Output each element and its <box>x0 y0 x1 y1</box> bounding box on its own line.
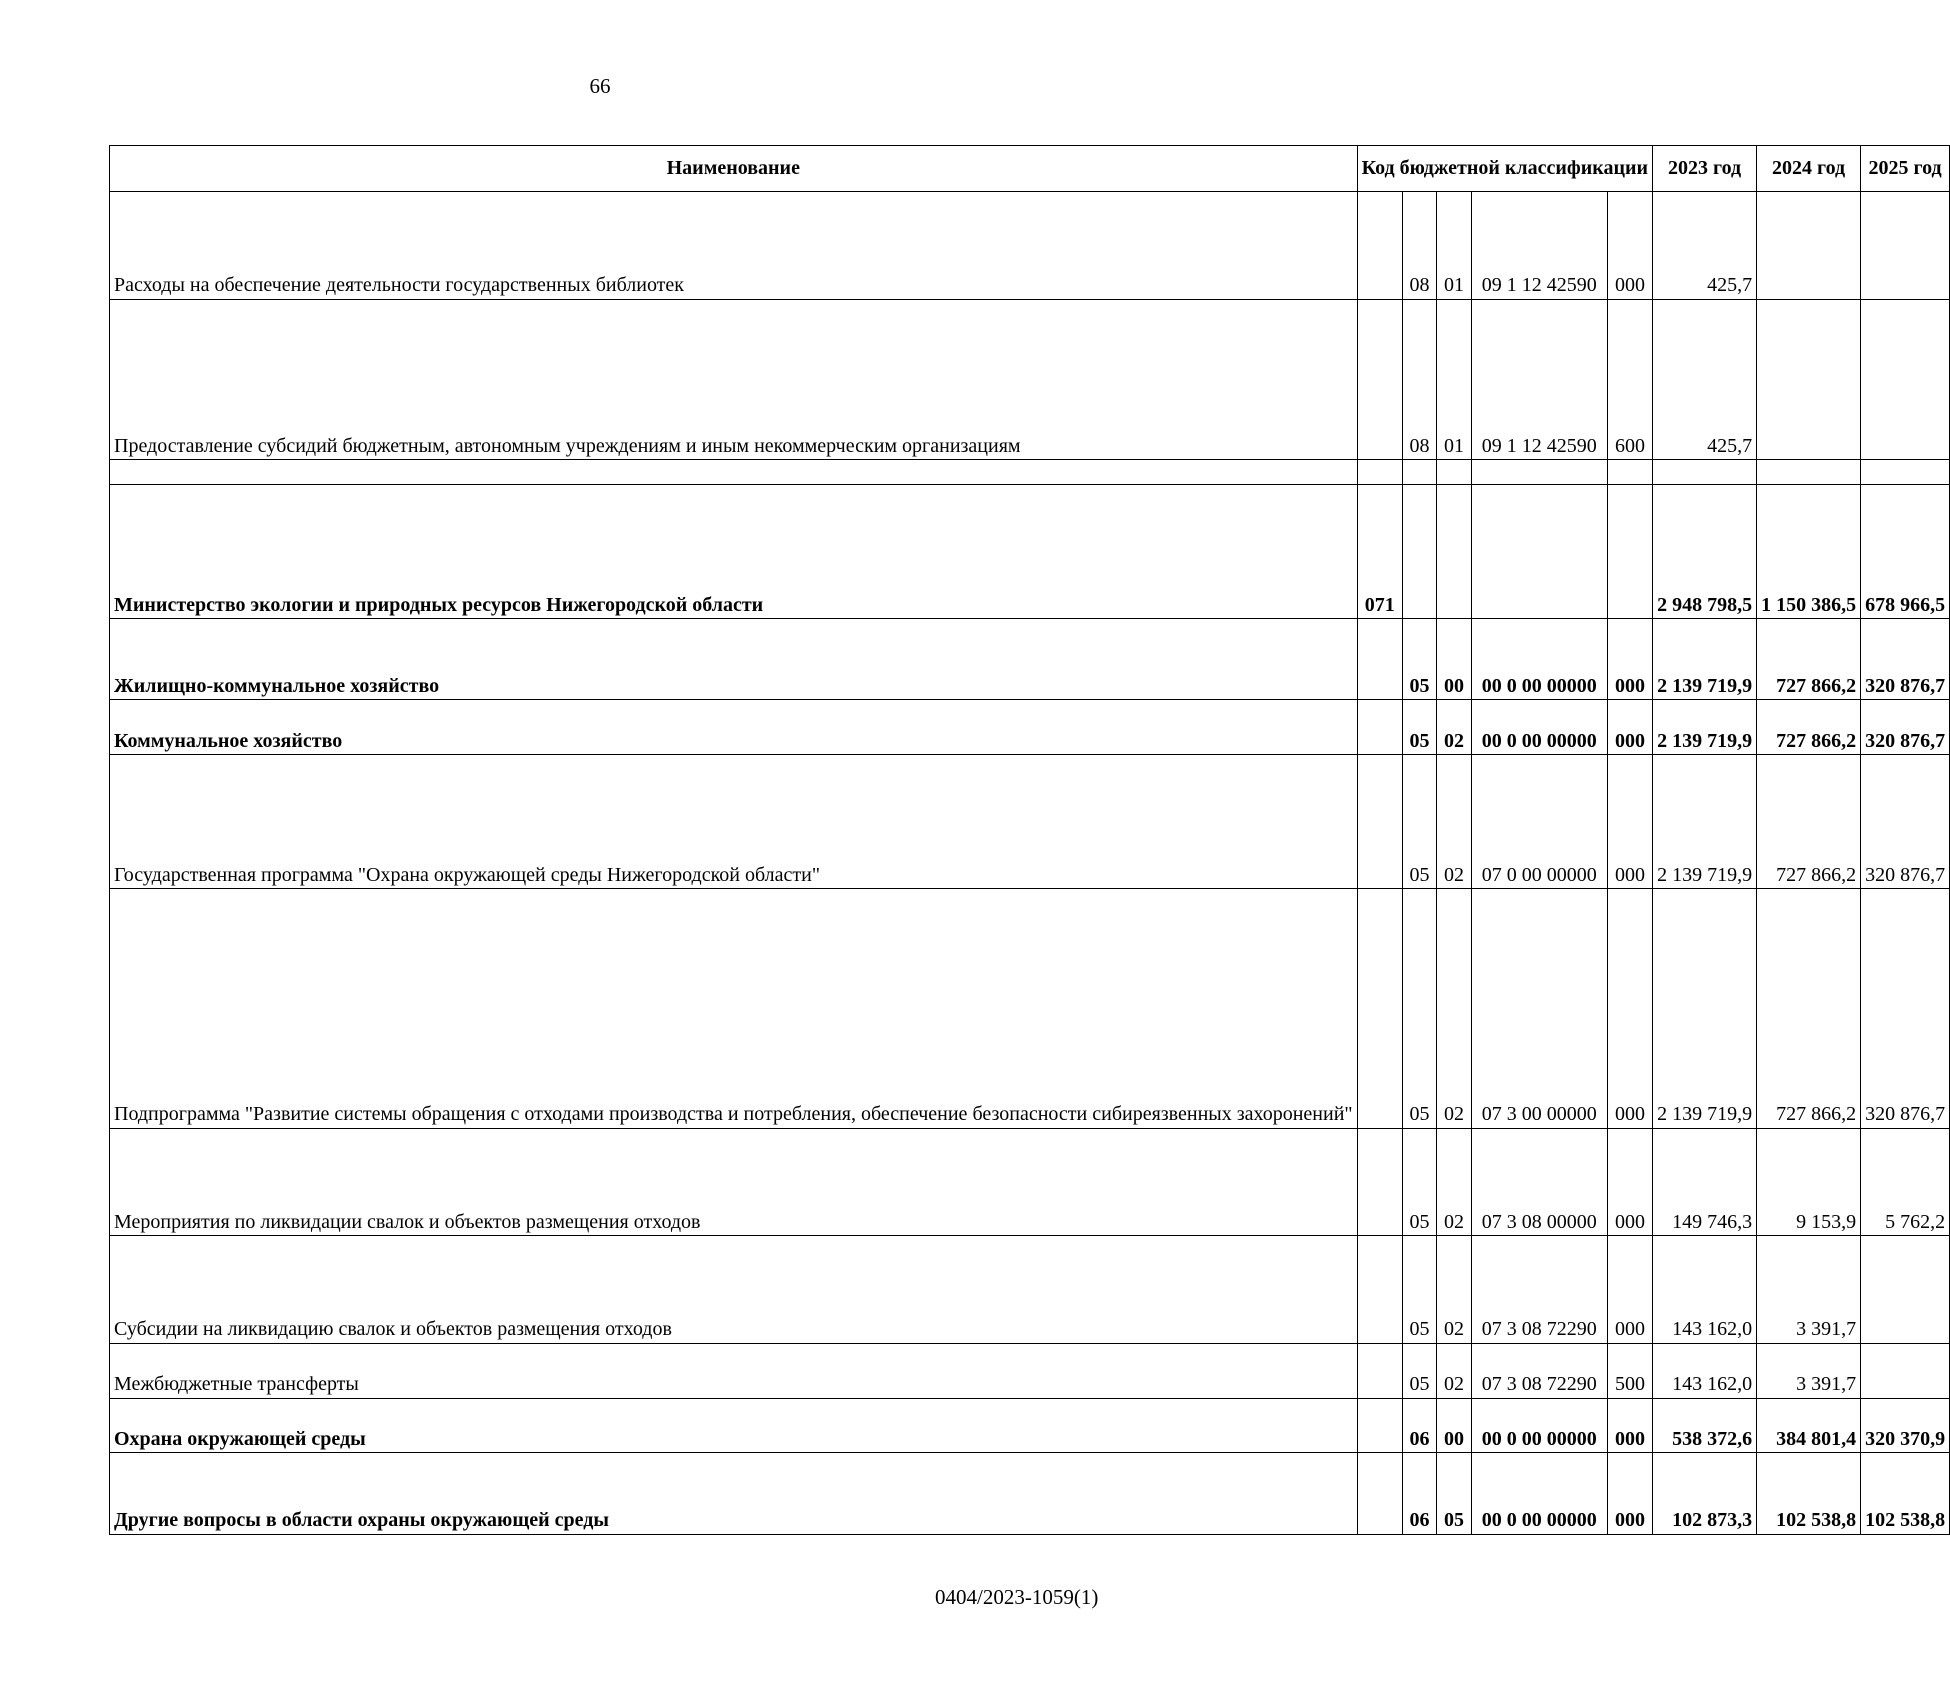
row-ministry-code <box>1357 192 1402 300</box>
table-row <box>110 700 1950 755</box>
row-value-2024: 9 153,9 <box>1757 1128 1861 1236</box>
row-ministry-code <box>1357 1343 1402 1398</box>
row-section <box>1402 459 1437 484</box>
row-value-2025: 320 876,7 <box>1861 888 1950 1128</box>
row-ministry-code <box>1357 459 1402 484</box>
row-expense-type: 600 <box>1607 299 1652 459</box>
row-name: Мероприятия по ликвидации свалок и объектов размещения отходов <box>110 1128 1358 1236</box>
row-value-2023: 538 372,6 <box>1653 1398 1757 1453</box>
budget-table <box>109 145 1950 1535</box>
row-name <box>110 459 1358 484</box>
row-value-2023: 149 746,3 <box>1653 1128 1757 1236</box>
row-value-2025 <box>1861 459 1950 484</box>
row-value-2024: 384 801,4 <box>1757 1398 1861 1453</box>
row-value-2024: 3 391,7 <box>1757 1236 1861 1344</box>
table-row <box>110 1236 1950 1344</box>
row-value-2023: 2 139 719,9 <box>1653 700 1757 755</box>
row-section: 08 <box>1402 192 1437 300</box>
row-target-article: 00 0 00 00000 <box>1471 700 1607 755</box>
row-target-article: 09 1 12 42590 <box>1471 192 1607 300</box>
row-expense-type: 000 <box>1607 1236 1652 1344</box>
row-value-2023 <box>1653 459 1757 484</box>
row-ministry-code <box>1357 1128 1402 1236</box>
row-expense-type: 000 <box>1607 700 1652 755</box>
row-target-article: 00 0 00 00000 <box>1471 618 1607 699</box>
table-row <box>110 192 1950 300</box>
row-expense-type: 000 <box>1607 1128 1652 1236</box>
table-row <box>110 1453 1950 1534</box>
row-expense-type: 500 <box>1607 1343 1652 1398</box>
header-code: Код бюджетной классификации <box>1357 146 1652 192</box>
row-value-2025 <box>1861 1343 1950 1398</box>
row-name: Субсидии на ликвидацию свалок и объектов размещения отходов <box>110 1236 1358 1344</box>
row-value-2024 <box>1757 192 1861 300</box>
row-expense-type: 000 <box>1607 192 1652 300</box>
row-name: Другие вопросы в области охраны окружающей среды <box>110 1453 1358 1534</box>
row-ministry-code <box>1357 888 1402 1128</box>
row-value-2024: 3 391,7 <box>1757 1343 1861 1398</box>
row-subsection: 05 <box>1437 1453 1472 1534</box>
row-subsection: 02 <box>1437 700 1472 755</box>
table-row <box>110 888 1950 1128</box>
row-value-2023: 425,7 <box>1653 192 1757 300</box>
row-value-2023: 143 162,0 <box>1653 1343 1757 1398</box>
table-row <box>110 484 1950 618</box>
row-name: Расходы на обеспечение деятельности государственных библиотек <box>110 192 1358 300</box>
row-expense-type <box>1607 484 1652 618</box>
row-name: Подпрограмма "Развитие системы обращения с отходами производства и потребления, обеспечение безопасности сибиреязвенных захоронений" <box>110 888 1358 1128</box>
row-value-2024 <box>1757 459 1861 484</box>
row-value-2024: 102 538,8 <box>1757 1453 1861 1534</box>
row-name: Охрана окружающей среды <box>110 1398 1358 1453</box>
row-value-2025 <box>1861 299 1950 459</box>
row-section: 05 <box>1402 754 1437 888</box>
row-subsection: 01 <box>1437 192 1472 300</box>
row-value-2024: 1 150 386,5 <box>1757 484 1861 618</box>
row-value-2023: 2 139 719,9 <box>1653 754 1757 888</box>
row-subsection <box>1437 484 1472 618</box>
row-name: Министерство экологии и природных ресурсов Нижегородской области <box>110 484 1358 618</box>
row-target-article <box>1471 484 1607 618</box>
row-value-2025: 320 876,7 <box>1861 618 1950 699</box>
row-target-article <box>1471 459 1607 484</box>
row-name: Жилищно-коммунальное хозяйство <box>110 618 1358 699</box>
row-subsection: 02 <box>1437 1128 1472 1236</box>
row-value-2023: 143 162,0 <box>1653 1236 1757 1344</box>
row-value-2025 <box>1861 1236 1950 1344</box>
row-ministry-code <box>1357 1453 1402 1534</box>
row-target-article: 07 0 00 00000 <box>1471 754 1607 888</box>
row-value-2025: 320 876,7 <box>1861 754 1950 888</box>
header-name: Наименование <box>110 146 1358 192</box>
row-section: 05 <box>1402 1343 1437 1398</box>
row-ministry-code: 071 <box>1357 484 1402 618</box>
row-section: 05 <box>1402 618 1437 699</box>
document-code: 0404/2023-1059(1) <box>935 1585 1099 1609</box>
row-subsection: 00 <box>1437 618 1472 699</box>
row-value-2023: 2 139 719,9 <box>1653 618 1757 699</box>
table-row <box>110 299 1950 459</box>
row-target-article: 09 1 12 42590 <box>1471 299 1607 459</box>
row-section <box>1402 484 1437 618</box>
table-row <box>110 618 1950 699</box>
row-ministry-code <box>1357 618 1402 699</box>
row-value-2025: 678 966,5 <box>1861 484 1950 618</box>
row-expense-type: 000 <box>1607 1453 1652 1534</box>
row-target-article: 00 0 00 00000 <box>1471 1398 1607 1453</box>
row-value-2025: 102 538,8 <box>1861 1453 1950 1534</box>
row-value-2024: 727 866,2 <box>1757 888 1861 1128</box>
row-expense-type: 000 <box>1607 754 1652 888</box>
table-row <box>110 459 1950 484</box>
row-name: Коммунальное хозяйство <box>110 700 1358 755</box>
row-subsection: 02 <box>1437 754 1472 888</box>
table-body <box>110 192 1950 1535</box>
page-number: 66 <box>589 74 611 98</box>
row-value-2025: 5 762,2 <box>1861 1128 1950 1236</box>
row-target-article: 07 3 08 00000 <box>1471 1128 1607 1236</box>
row-value-2023: 102 873,3 <box>1653 1453 1757 1534</box>
table-row <box>110 754 1950 888</box>
row-ministry-code <box>1357 1236 1402 1344</box>
row-section: 05 <box>1402 700 1437 755</box>
table-row <box>110 1343 1950 1398</box>
row-name: Межбюджетные трансферты <box>110 1343 1358 1398</box>
row-subsection: 02 <box>1437 888 1472 1128</box>
row-target-article: 07 3 08 72290 <box>1471 1236 1607 1344</box>
row-expense-type <box>1607 459 1652 484</box>
row-name: Государственная программа "Охрана окружающей среды Нижегородской области" <box>110 754 1358 888</box>
row-ministry-code <box>1357 299 1402 459</box>
row-section: 06 <box>1402 1398 1437 1453</box>
row-value-2024: 727 866,2 <box>1757 700 1861 755</box>
row-expense-type: 000 <box>1607 618 1652 699</box>
row-subsection <box>1437 459 1472 484</box>
row-target-article: 07 3 08 72290 <box>1471 1343 1607 1398</box>
row-target-article: 00 0 00 00000 <box>1471 1453 1607 1534</box>
row-value-2023: 2 139 719,9 <box>1653 888 1757 1128</box>
row-value-2023: 2 948 798,5 <box>1653 484 1757 618</box>
row-subsection: 01 <box>1437 299 1472 459</box>
header-2025: 2025 год <box>1861 146 1950 192</box>
row-value-2024: 727 866,2 <box>1757 618 1861 699</box>
row-target-article: 07 3 00 00000 <box>1471 888 1607 1128</box>
row-ministry-code <box>1357 754 1402 888</box>
row-value-2024 <box>1757 299 1861 459</box>
row-section: 05 <box>1402 888 1437 1128</box>
header-2023: 2023 год <box>1653 146 1757 192</box>
table-row <box>110 1128 1950 1236</box>
row-section: 05 <box>1402 1236 1437 1344</box>
row-name: Предоставление субсидий бюджетным, автономным учреждениям и иным некоммерческим организациям <box>110 299 1358 459</box>
table-header-row <box>110 146 1950 192</box>
row-section: 06 <box>1402 1453 1437 1534</box>
row-section: 08 <box>1402 299 1437 459</box>
row-value-2025 <box>1861 192 1950 300</box>
row-value-2023: 425,7 <box>1653 299 1757 459</box>
row-subsection: 02 <box>1437 1236 1472 1344</box>
row-ministry-code <box>1357 1398 1402 1453</box>
row-value-2025: 320 370,9 <box>1861 1398 1950 1453</box>
row-section: 05 <box>1402 1128 1437 1236</box>
row-value-2025: 320 876,7 <box>1861 700 1950 755</box>
row-expense-type: 000 <box>1607 888 1652 1128</box>
row-subsection: 02 <box>1437 1343 1472 1398</box>
table-row <box>110 1398 1950 1453</box>
row-ministry-code <box>1357 700 1402 755</box>
row-expense-type: 000 <box>1607 1398 1652 1453</box>
row-subsection: 00 <box>1437 1398 1472 1453</box>
header-2024: 2024 год <box>1757 146 1861 192</box>
row-value-2024: 727 866,2 <box>1757 754 1861 888</box>
